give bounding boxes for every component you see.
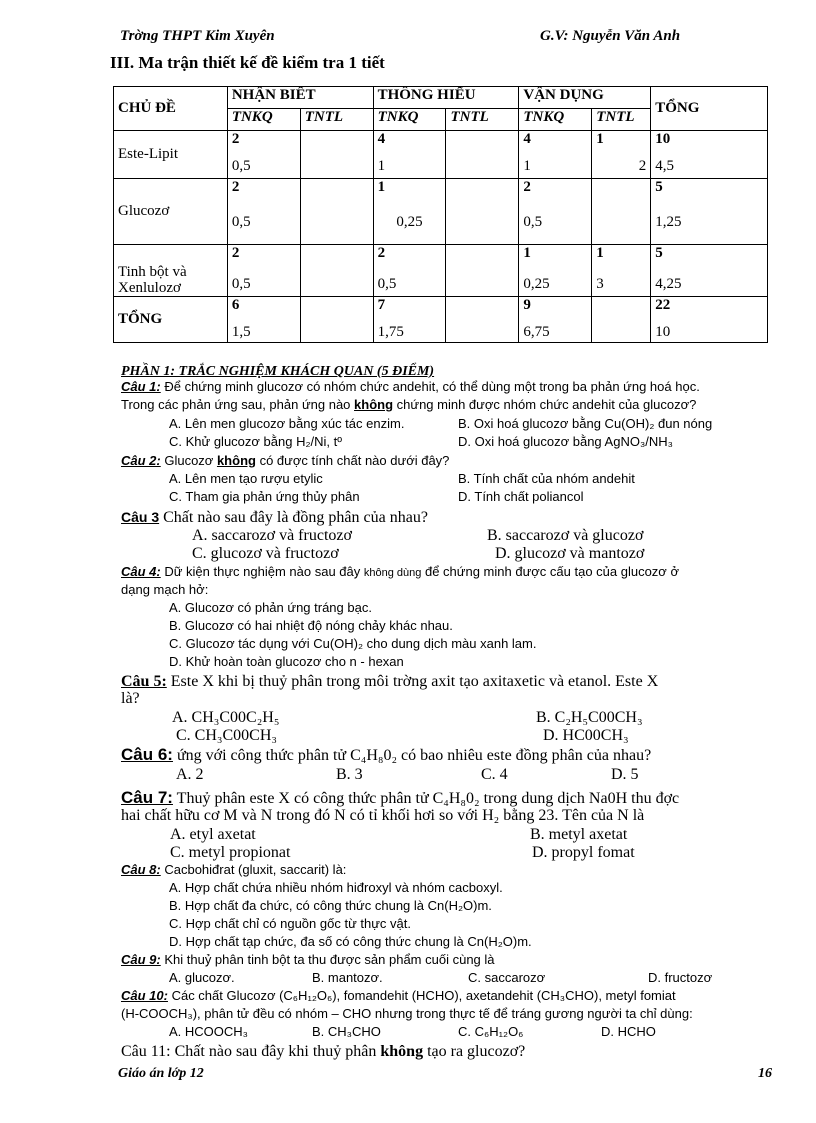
- q6-option-a: A. 2: [176, 766, 204, 783]
- matrix-cell: 5 4,25: [651, 245, 768, 297]
- matrix-cell: 6 1,5: [227, 297, 300, 343]
- teacher-name: G.V: Nguyễn Văn Anh: [540, 28, 681, 44]
- matrix-cell: 9 6,75: [519, 297, 592, 343]
- matrix-header-topic: CHỦ ĐỀ: [114, 87, 228, 131]
- q2-option-d: D. Tính chất poliancol: [458, 489, 584, 504]
- q1-option-c: C. Khử glucozơ bằng H₂/Ni, tº: [169, 434, 342, 449]
- q1-option-b: B. Oxi hoá glucozơ bằng Cu(OH)₂ đun nóng: [458, 416, 713, 431]
- q7-option-b: B. metyl axetat: [530, 826, 628, 843]
- question-10: Câu 10: Các chất Glucozơ (C₆H₁₂O₆), fomandehit (HCHO), axetandehit (CH₃CHO), metyl fomiat: [121, 988, 676, 1003]
- q8-option-c: C. Hợp chất chỉ có nguồn gốc từ thực vật.: [169, 916, 411, 931]
- q1-option-a: A. Lên men glucozơ bằng xúc tác enzim.: [169, 416, 405, 431]
- row-topic: TỔNG: [114, 297, 228, 343]
- matrix-cell: 4 1: [519, 131, 592, 179]
- matrix-subheader: TNKQ: [373, 109, 446, 131]
- q9-option-c: C. saccarozơ: [468, 970, 546, 985]
- matrix-cell: [592, 179, 651, 245]
- q2-option-a: A. Lên men tạo rượu etylic: [169, 471, 323, 486]
- question-4-line2: dạng mạch hở:: [121, 582, 209, 597]
- q3-option-a: A. saccarozơ và fructozơ: [192, 527, 352, 544]
- matrix-cell: 1 2: [592, 131, 651, 179]
- row-topic: Este-Lipit: [114, 131, 228, 179]
- question-5-line2: là?: [121, 690, 140, 707]
- matrix-cell: [446, 297, 519, 343]
- q10-option-b: B. CH₃CHO: [312, 1024, 381, 1039]
- q5-option-b: B. C₂H₅C00CH₃: [536, 709, 643, 726]
- matrix-cell: [446, 245, 519, 297]
- q6-option-d: D. 5: [611, 766, 639, 783]
- row-topic: Tinh bột và Xenlulozơ: [114, 245, 228, 297]
- matrix-cell: 4 1: [373, 131, 446, 179]
- matrix-cell: 22 10: [651, 297, 768, 343]
- matrix-cell: 2 0,5: [227, 131, 300, 179]
- q3-option-d: D. glucozơ và mantozơ: [495, 545, 645, 562]
- q4-option-d: D. Khử hoàn toàn glucozơ cho n - hexan: [169, 654, 404, 669]
- table-row: [114, 297, 768, 343]
- q6-option-c: C. 4: [481, 766, 508, 783]
- matrix-subheader: TNTL: [446, 109, 519, 131]
- matrix-cell: 1 0,25: [519, 245, 592, 297]
- q9-option-b: B. mantozơ.: [312, 970, 383, 985]
- q2-option-b: B. Tính chất của nhóm andehit: [458, 471, 635, 486]
- q10-option-a: A. HCOOCH₃: [169, 1024, 248, 1039]
- question-4: Câu 4: Dữ kiện thực nghiệm nào sau đây không dùng để chứng minh được cấu tạo của glucozơ ở: [121, 564, 679, 579]
- q4-option-a: A. Glucozơ có phản ứng tráng bạc.: [169, 600, 372, 615]
- matrix-cell: [592, 297, 651, 343]
- matrix-cell: 2 0,5: [519, 179, 592, 245]
- matrix-subheader: TNTL: [300, 109, 373, 131]
- question-5: Câu 5: Este X khi bị thuỷ phân trong môi trờng axit tạo axitaxetic và etanol. Este X: [121, 673, 659, 690]
- q2-option-c: C. Tham gia phản ứng thủy phân: [169, 489, 360, 504]
- matrix-header-total: TỔNG: [651, 87, 768, 131]
- matrix-header-group-1: NHẬN BIẾT: [227, 87, 373, 109]
- matrix-cell: 2 0,5: [227, 245, 300, 297]
- question-2: Câu 2: Glucozơ không có được tính chất nào dưới đây?: [121, 453, 450, 468]
- matrix-cell: [300, 179, 373, 245]
- q5-option-d: D. HC00CH₃: [543, 727, 629, 744]
- q6-option-b: B. 3: [336, 766, 363, 783]
- matrix-cell: [300, 245, 373, 297]
- matrix-header-group-2: THÔNG HIỂU: [373, 87, 519, 109]
- question-9: Câu 9: Khi thuỷ phân tinh bột ta thu được sản phẩm cuối cùng là: [121, 952, 495, 967]
- matrix-cell: 2 0,5: [373, 245, 446, 297]
- q5-option-c: C. CH₃C00CH₃: [176, 727, 277, 744]
- q8-option-b: B. Hợp chất đa chức, có công thức chung là Cn(H₂O)m.: [169, 898, 492, 913]
- matrix-cell: [300, 131, 373, 179]
- row-topic: Glucozơ: [114, 179, 228, 245]
- matrix-cell: 5 1,25: [651, 179, 768, 245]
- section-title: III. Ma trận thiết kế đề kiểm tra 1 tiết: [110, 53, 385, 72]
- question-8: Câu 8: Cacbohiđrat (gluxit, saccarit) là:: [121, 862, 347, 877]
- q7-option-a: A. etyl axetat: [170, 826, 256, 843]
- matrix-cell: 7 1,75: [373, 297, 446, 343]
- exam-matrix-table: [113, 86, 768, 343]
- question-10-line2: (H-COOCH₃), phân tử đều có nhóm – CHO nhưng trong thực tế để tráng gương người ta chỉ dùng:: [121, 1006, 693, 1021]
- matrix-cell: [446, 131, 519, 179]
- q3-option-c: C. glucozơ và fructozơ: [192, 545, 339, 562]
- q1-option-d: D. Oxi hoá glucozơ bằng AgNO₃/NH₃: [458, 434, 673, 449]
- q10-option-c: C. C₆H₁₂O₆: [458, 1024, 524, 1039]
- table-row: [114, 131, 768, 179]
- matrix-cell: 1 0,25: [373, 179, 446, 245]
- question-1-line2: Trong các phản ứng sau, phản ứng nào không chứng minh được nhóm chức andehit của glucozơ?: [121, 397, 697, 412]
- matrix-cell: 2 0,5: [227, 179, 300, 245]
- q7-option-c: C. metyl propionat: [170, 844, 291, 861]
- matrix-cell: 10 4,5: [651, 131, 768, 179]
- part1-title: PHẦN 1: TRẮC NGHIỆM KHÁCH QUAN (5 ĐIỂM): [121, 364, 435, 379]
- question-7-line2: hai chất hữu cơ M và N trong đó N có tỉ khối hơi so với H₂ bằng 23. Tên của N là: [121, 807, 645, 824]
- matrix-subheader: TNKQ: [227, 109, 300, 131]
- q9-option-d: D. fructozơ: [648, 970, 713, 985]
- school-name: Trờng THPT Kim Xuyên: [120, 28, 275, 44]
- page-number: 16: [758, 1066, 772, 1081]
- matrix-subheader: TNTL: [592, 109, 651, 131]
- question-1: Câu 1: Để chứng minh glucozơ có nhóm chức andehit, có thể dùng một trong ba phản ứng hoá học.: [121, 379, 700, 394]
- matrix-cell: 1 3: [592, 245, 651, 297]
- question-3: Câu 3 Chất nào sau đây là đồng phân của nhau?: [121, 509, 428, 526]
- matrix-header-group-3: VẬN DỤNG: [519, 87, 651, 109]
- q4-option-c: C. Glucozơ tác dụng với Cu(OH)₂ cho dung dịch màu xanh lam.: [169, 636, 537, 651]
- matrix-cell: [446, 179, 519, 245]
- footer-label: Giáo án lớp 12: [118, 1066, 204, 1081]
- q8-option-a: A. Hợp chất chứa nhiều nhóm hiđroxyl và nhóm cacboxyl.: [169, 880, 503, 895]
- q4-option-b: B. Glucozơ có hai nhiệt độ nóng chảy khác nhau.: [169, 618, 453, 633]
- q7-option-d: D. propyl fomat: [532, 844, 635, 861]
- table-row: [114, 245, 768, 297]
- question-6: Câu 6: ứng với công thức phân tử C₄H₈0₂ có bao nhiêu este đồng phân của nhau?: [121, 745, 652, 764]
- q8-option-d: D. Hợp chất tạp chức, đa số có công thức chung là Cn(H₂O)m.: [169, 934, 532, 949]
- table-row: [114, 179, 768, 245]
- q5-option-a: A. CH₃C00C₂H₅: [172, 709, 280, 726]
- q9-option-a: A. glucozơ.: [169, 970, 235, 985]
- question-7: Câu 7: Thuỷ phân este X có công thức phân tử C₄H₈0₂ trong dung dịch Na0H thu đợc: [121, 788, 680, 807]
- matrix-subheader: TNKQ: [519, 109, 592, 131]
- q3-option-b: B. saccarozơ và glucozơ: [487, 527, 644, 544]
- matrix-cell: [300, 297, 373, 343]
- q10-option-d: D. HCHO: [601, 1024, 656, 1039]
- question-11: Câu 11: Chất nào sau đây khi thuỷ phân không tạo ra glucozơ?: [121, 1043, 526, 1060]
